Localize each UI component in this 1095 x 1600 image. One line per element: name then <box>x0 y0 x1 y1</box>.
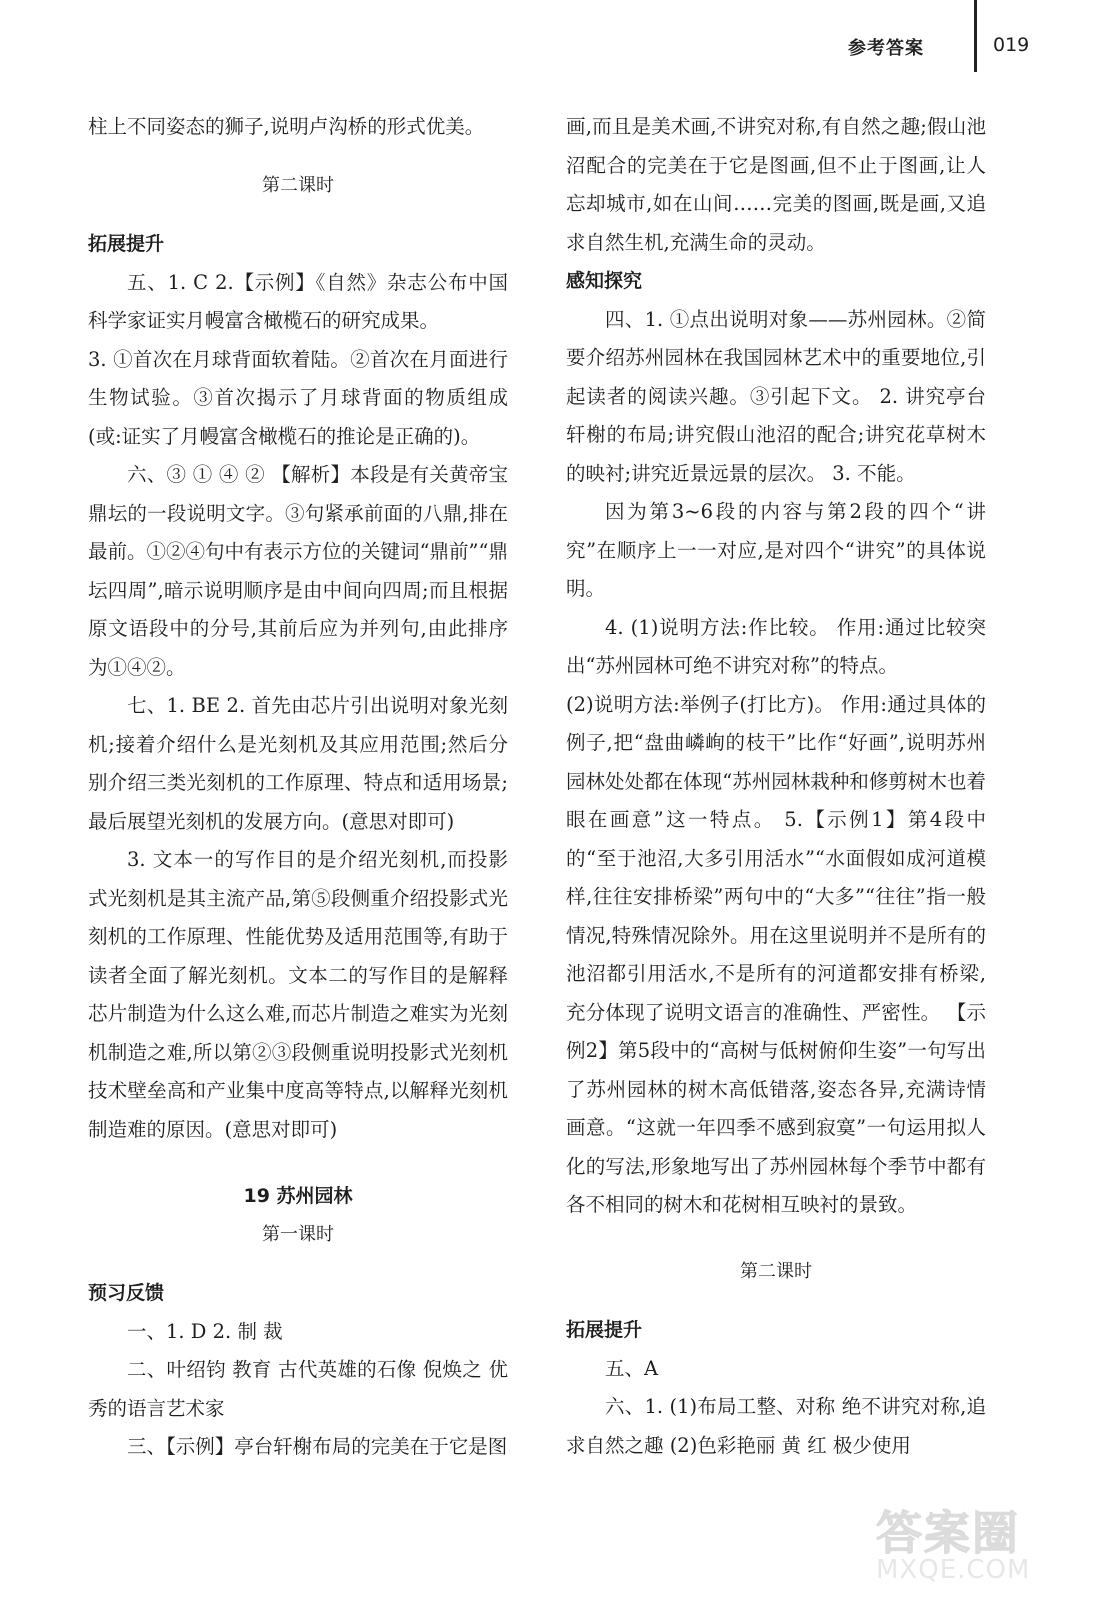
left-y2-text: 二、叶绍钧 教育 古代英雄的石像 倪焕之 优秀的语言艺术家 <box>88 1358 508 1420</box>
watermark-url: MXQE.COM <box>876 1555 1031 1585</box>
watermark-logo <box>876 1506 1051 1590</box>
left-lesson2-title: 第二课时 <box>262 174 334 196</box>
left-q7-3-text: 3. 文本一的写作目的是介绍光刻机,而投影式光刻机是其主流产品,第⑤段侧重介绍投影式光刻机的工作原理、性能优势及适用范围等,有助于读者全面了解光刻机。文本二的写作目的是解释芯片制造为什么这么难,而芯片制造之难实为光刻机制造之难,所以第②③段侧重说明投影式光刻机技术壁垒高和产业集中度高等特点,以解释光刻机制造难的原因。(意思对即可) <box>88 848 508 1141</box>
right-q6-text: 六、1. (1)布局工整、对称 绝不讲究对称,追求自然之趣 (2)色彩艳丽 黄 红 极少使用 <box>566 1395 986 1457</box>
right-q4-4b-text: (2)说明方法:举例子(打比方)。 作用:通过具体的例子,把“盘曲嶙峋的枝干”比作“好画”,说明苏州园林处处都在体现“苏州园林栽种和修剪树木也着眼在画意”这一特点。 5.【示例1】第4段中的“至于池沼,大多引用活水”“水面假如成河道模样,往往安排桥梁”两句中的“大多”“往往”指一般情况,特殊情况除外。用在这里说明并不是所有的池沼都引用活水,不是所有的河道都安排有桥梁,充分体现了说明文语言的准确性、严密性。 【示例2】第5段中的“高树与低树俯仰生姿”一句写出了苏州园林的树木高低错落,姿态各异,充满诗情画意。“这就一年四季不感到寂寞”一句运用拟人化的写法,形象地写出了苏州园林每个季节中都有各不相同的树木和花树相互映衬的景致。 <box>566 692 986 1216</box>
header-title: 参考答案 <box>848 38 924 59</box>
left-yuxi-heading: 预习反馈 <box>88 1282 165 1304</box>
left-lesson1-title: 第一课时 <box>262 1223 334 1245</box>
right-q4-4-text: 4. (1)说明方法:作比较。 作用:通过比较突出“苏州园林可绝不讲究对称”的特点。 <box>566 615 986 677</box>
left-q5-text: 五、1. C 2.【示例】《自然》杂志公布中国科学家证实月幔富含橄榄石的研究成果。 <box>88 270 508 332</box>
left-y3-text: 三、【示例】亭台轩榭布局的完美在于它是图 <box>127 1435 508 1458</box>
left-tuozhan-heading: 拓展提升 <box>88 233 165 255</box>
left-q5-3-text: 3. ①首次在月球背面软着陆。②首次在月面进行生物试验。③首次揭示了月球背面的物质组成(或:证实了月幔富含橄榄石的推论是正确的)。 <box>88 347 508 448</box>
left-y1-text: 一、1. D 2. 制 裁 <box>127 1319 283 1343</box>
header-divider <box>974 0 977 72</box>
chapter-title: 19 苏州园林 <box>243 1185 353 1207</box>
right-q4-3-text: 因为第3~6段的内容与第2段的四个“讲究”在顺序上一一对应,是对四个“讲究”的具体说明。 <box>566 500 986 600</box>
right-lesson2-title: 第二课时 <box>740 1260 812 1282</box>
left-column <box>88 108 508 1467</box>
right-q5-text: 五、A <box>605 1356 659 1380</box>
left-q7-text: 七、1. BE 2. 首先由芯片引出说明对象光刻机;接着介绍什么是光刻机及其应用范围;然后分别介绍三类光刻机的工作原理、特点和适用场景;最后展望光刻机的发展方向。(意思对即可) <box>88 694 508 833</box>
right-continued-text: 画,而且是美术画,不讲究对称,有自然之趣;假山池沼配合的完美在于它是图画,但不止于图画,让人忘却城市,如在山间……完美的图画,既是画,又追求自然生机,充满生命的灵动。 <box>566 115 986 254</box>
left-q6-text: 六、③ ① ④ ② 【解析】本段是有关黄帝宝鼎坛的一段说明文字。③句紧承前面的八鼎,排在最前。①②④句中有表示方位的关键词“鼎前”“鼎坛四周”,暗示说明顺序是由中间向四周;而且根据原文语段中的分号,其前后应为并列句,由此排序为①④②。 <box>88 463 508 679</box>
watermark-top: 答案圈 <box>876 1506 1020 1560</box>
right-ganzhi-heading: 感知探究 <box>566 270 643 292</box>
page-number: 019 <box>993 34 1030 56</box>
right-q4-text: 四、1. ①点出说明对象——苏州园林。②简要介绍苏州园林在我国园林艺术中的重要地位,引起读者的阅读兴趣。③引起下文。 2. 讲究亭台轩榭的布局;讲究假山池沼的配合;讲究花草树木的映衬;讲究近景远景的层次。 3. 不能。 <box>566 307 986 485</box>
right-column <box>566 108 986 1465</box>
left-intro-text: 柱上不同姿态的狮子,说明卢沟桥的形式优美。 <box>88 115 485 138</box>
right-tuozhan-heading: 拓展提升 <box>566 1319 643 1341</box>
